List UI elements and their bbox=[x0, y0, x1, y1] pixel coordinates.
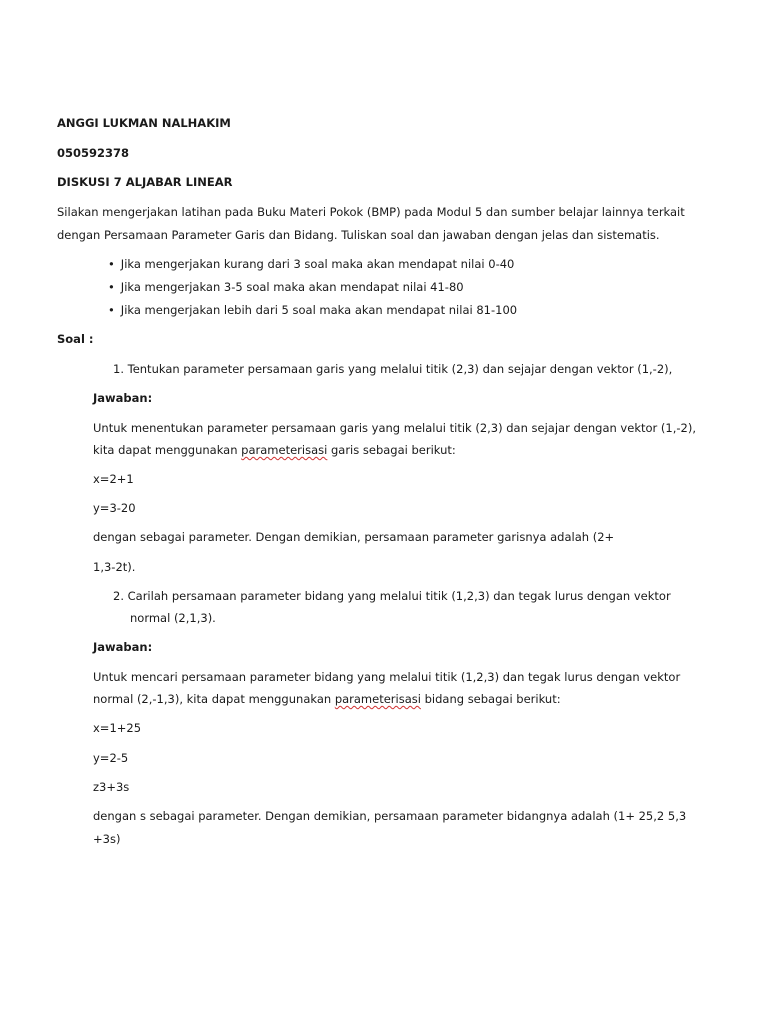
answer-1-heading: Jawaban: bbox=[93, 391, 153, 405]
spellcheck-word: parameterisasi bbox=[334, 692, 421, 706]
equation-x-2: x=1+25 bbox=[93, 721, 142, 735]
equation-y-2: y=2-5 bbox=[93, 751, 129, 765]
conclusion-1-line-2: 1,3-2t). bbox=[93, 560, 136, 574]
intro-line-2 bbox=[57, 228, 660, 242]
question-2-line-2: normal (2,1,3). bbox=[130, 611, 216, 625]
student-id: 050592378 bbox=[57, 146, 130, 160]
question-2-line-1: 2. Carilah persamaan parameter bidang yang melalui titik (1,2,3) dan tegak lurus dengan vektor bbox=[113, 589, 671, 603]
document-title: DISKUSI 7 ALJABAR LINEAR bbox=[57, 175, 233, 189]
intro-line-2-b: Tuliskan soal dan jawaban dengan jelas dan sistematis. bbox=[337, 228, 660, 242]
conclusion-2-line-1: dengan s sebagai parameter. Dengan demikian, persamaan parameter bidangnya adalah (1+ 25,2 5,3 bbox=[93, 809, 687, 823]
conclusion-2-line-2: +3s) bbox=[93, 832, 121, 846]
equation-z-2: z3+3s bbox=[93, 780, 130, 794]
answer-2-heading: Jawaban: bbox=[93, 640, 153, 654]
rule-item-1: • Jika mengerjakan kurang dari 3 soal maka akan mendapat nilai 0-40 bbox=[108, 257, 514, 271]
answer-2-line-1: Untuk mencari persamaan parameter bidang yang melalui titik (1,2,3) dan tegak lurus dengan vektor bbox=[93, 670, 681, 684]
intro-line-1: Silakan mengerjakan latihan pada Buku Materi Pokok (BMP) pada Modul 5 dan sumber belajar lainnya terkait bbox=[57, 205, 685, 219]
rule-item-2: • Jika mengerjakan 3-5 soal maka akan mendapat nilai 41-80 bbox=[108, 280, 464, 294]
student-name: ANGGI LUKMAN NALHAKIM bbox=[57, 116, 231, 130]
equation-x-1: x=2+1 bbox=[93, 472, 134, 486]
question-1: 1. Tentukan parameter persamaan garis yang melalui titik (2,3) dan sejajar dengan vektor (1,-2), bbox=[113, 362, 673, 376]
conclusion-1-line-1: dengan sebagai parameter. Dengan demikian, persamaan parameter garisnya adalah (2+ bbox=[93, 530, 615, 544]
answer-1-line-2 bbox=[93, 443, 456, 457]
answer-1-line-1: Untuk menentukan parameter persamaan garis yang melalui titik (2,3) dan sejajar dengan vektor (1,-2), bbox=[93, 421, 696, 435]
equation-y-1: y=3-20 bbox=[93, 501, 136, 515]
answer-2-line-2-pre: normal (2,-1,3), kita dapat menggunakan bbox=[93, 692, 335, 706]
spellcheck-word: parameterisasi bbox=[241, 443, 328, 457]
soal-heading: Soal : bbox=[57, 332, 94, 346]
answer-1-line-2-post: garis sebagai berikut: bbox=[327, 443, 456, 457]
answer-2-line-2 bbox=[93, 692, 561, 706]
answer-2-line-2-post: bidang sebagai berikut: bbox=[420, 692, 561, 706]
rule-item-3: • Jika mengerjakan lebih dari 5 soal maka akan mendapat nilai 81-100 bbox=[108, 303, 517, 317]
answer-1-line-2-pre: kita dapat menggunakan bbox=[93, 443, 242, 457]
intro-line-2-a: dengan Persamaan Parameter Garis dan Bidang. bbox=[57, 228, 338, 242]
